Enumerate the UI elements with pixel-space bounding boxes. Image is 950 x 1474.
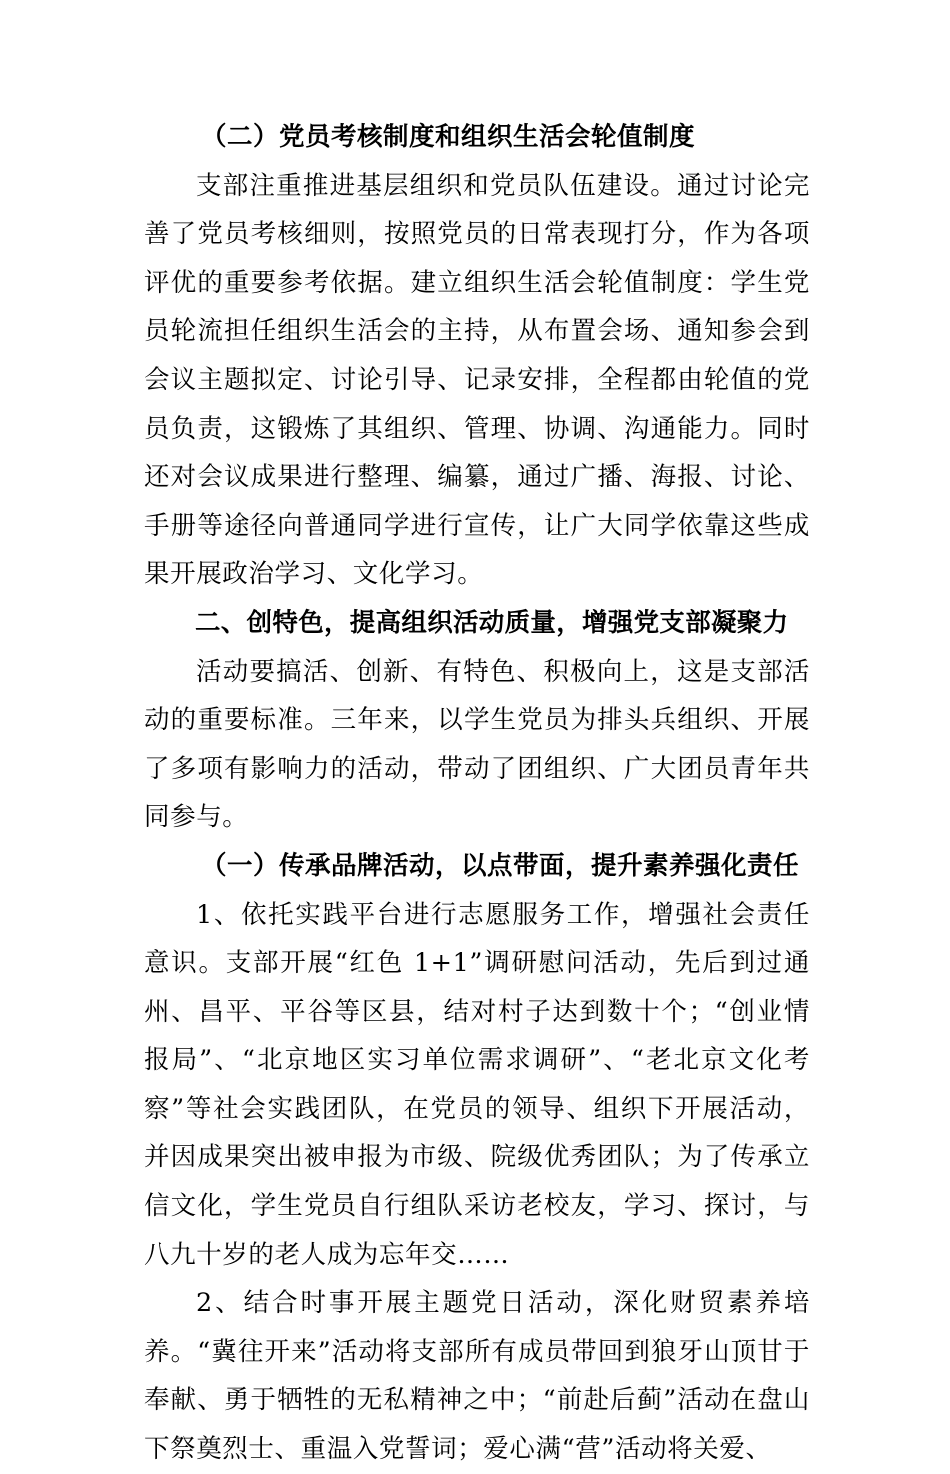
section-heading-party-member-evaluation: （二）党员考核制度和组织生活会轮值制度: [201, 122, 696, 152]
paragraph-activity-standards: 活动要搞活、创新、有特色、积极向上，这是支部活动的重要标准。三年来，以学生党员为排头兵组织、开展了多项有影响力的活动，带动了团组织、广大团员青年共同参与。: [144, 656, 810, 833]
paragraph-volunteer-service: 1、依托实践平台进行志愿服务工作，增强社会责任意识。支部开展“红色 1+1”调研慰问活动，先后到过通州、昌平、平谷等区县，结对村子达到数十个；“创业情报局”、“北京地区实习单位需求调研”、“老北京文化考察”等社会实践团队，在党员的领导、组织下开展活动，并因成果突出被申报为市级、院级优秀团队；为了传承立信文化，学生党员自行组队采访老校友，学习、探讨，与八九十岁的老人成为忘年交……: [144, 899, 810, 1270]
paragraph-branch-construction: 支部注重推进基层组织和党员队伍建设。通过讨论完善了党员考核细则，按照党员的日常表现打分，作为各项评优的重要参考依据。建立组织生活会轮值制度：学生党员轮流担任组织生活会的主持，从布置会场、通知参会到会议主题拟定、讨论引导、记录安排，全程都由轮值的党员负责，这锻炼了其组织、管理、协调、沟通能力。同时还对会议成果进行整理、编纂，通过广播、海报、讨论、手册等途径向普通同学进行宣传，让广大同学依靠这些成果开展政治学习、文化学习。: [144, 170, 810, 590]
section-heading-create-features: 二、创特色，提高组织活动质量，增强党支部凝聚力: [195, 607, 789, 638]
paragraph-theme-party-day: 2、结合时事开展主题党日活动，深化财贸素养培养。“冀往开来”活动将支部所有成员带回到狼牙山顶甘于奉献、勇于牺牲的无私精神之中；“前赴后蓟”活动在盘山下祭奠烈士、重温入党誓词；爱心满“营”活动将关爱、: [144, 1288, 810, 1465]
section-heading-brand-activities: （一）传承品牌活动，以点带面，提升素养强化责任: [201, 850, 800, 881]
document-page: [144, 113, 810, 1474]
